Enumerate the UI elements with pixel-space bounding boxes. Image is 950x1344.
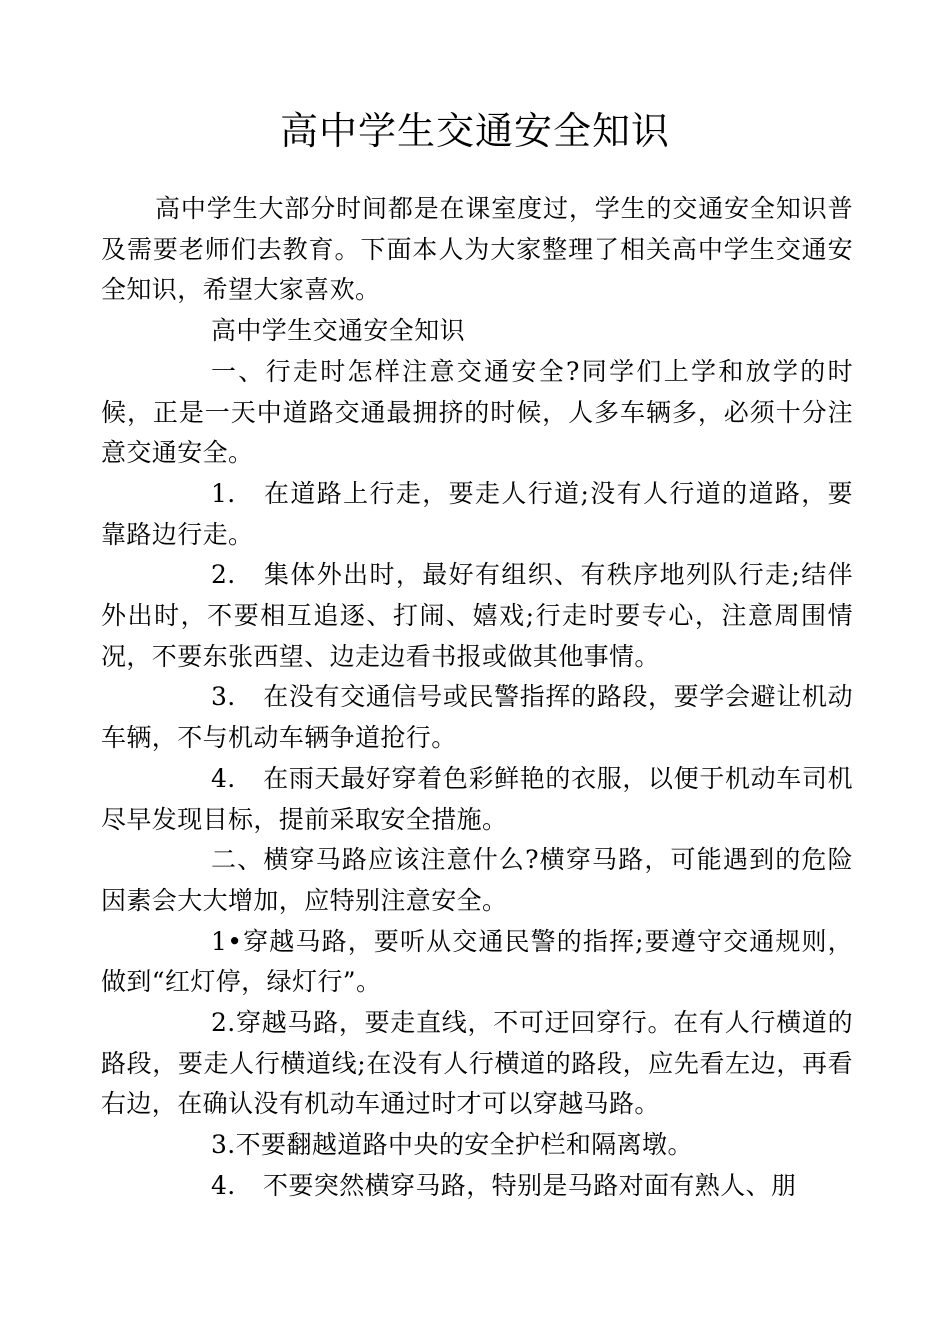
section2-item [101, 1166, 853, 1207]
item-text: 在雨天最好穿着色彩鲜艳的衣服，以便于机动车司机尽早发现目标，提前采取安全措施。 [101, 763, 853, 834]
section1-item [101, 677, 853, 758]
section1-item [101, 759, 853, 840]
document-body [101, 189, 853, 1207]
item-text: 在没有交通信号或民警指挥的路段，要学会避让机动车辆，不与机动车辆争道抢行。 [101, 682, 853, 753]
subtitle-paragraph: 高中学生交通安全知识 [211, 316, 466, 346]
section2-item: 1•穿越马路，要听从交通民警的指挥;要遵守交通规则，做到“红灯停，绿灯行”。 [101, 926, 853, 997]
section1-item [101, 474, 853, 555]
document-title: 高中学生交通安全知识 [279, 109, 670, 153]
section1-heading: 一、行走时怎样注意交通安全?同学们上学和放学的时候，正是一天中道路交通最拥挤的时候，人多车辆多，必须十分注意交通安全。 [101, 356, 853, 468]
item-text: 集体外出时，最好有组织、有秩序地列队行走;结伴外出时，不要相互追逐、打闹、嬉戏;行走时要专心，注意周围情况，不要东张西望、边走边看书报或做其他事情。 [101, 560, 853, 671]
item-number: 1. [211, 478, 236, 508]
intro-paragraph: 高中学生大部分时间都是在课室度过，学生的交通安全知识普及需要老师们去教育。下面本人为大家整理了相关高中学生交通安全知识，希望大家喜欢。 [101, 194, 853, 305]
section2-item: 2.穿越马路，要走直线，不可迂回穿行。在有人行横道的路段，要走人行横道线;在没有人行横道的路段，应先看左边，再看右边，在确认没有机动车通过时才可以穿越马路。 [101, 1008, 853, 1119]
section1-item [101, 555, 853, 677]
item-number: 3. [211, 682, 236, 712]
section2-item: 3.不要翻越道路中央的安全护栏和隔离墩。 [211, 1130, 693, 1160]
item-number: 4. [211, 1170, 236, 1200]
item-number: 4. [211, 763, 236, 793]
item-text: 不要突然横穿马路，特别是马路对面有熟人、朋 [263, 1170, 797, 1200]
item-number: 2. [211, 560, 236, 590]
section2-heading: 二、横穿马路应该注意什么?横穿马路，可能遇到的危险因素会大大增加，应特别注意安全。 [101, 845, 853, 915]
item-text: 在道路上行走，要走人行道;没有人行道的道路，要靠路边行走。 [101, 478, 853, 549]
